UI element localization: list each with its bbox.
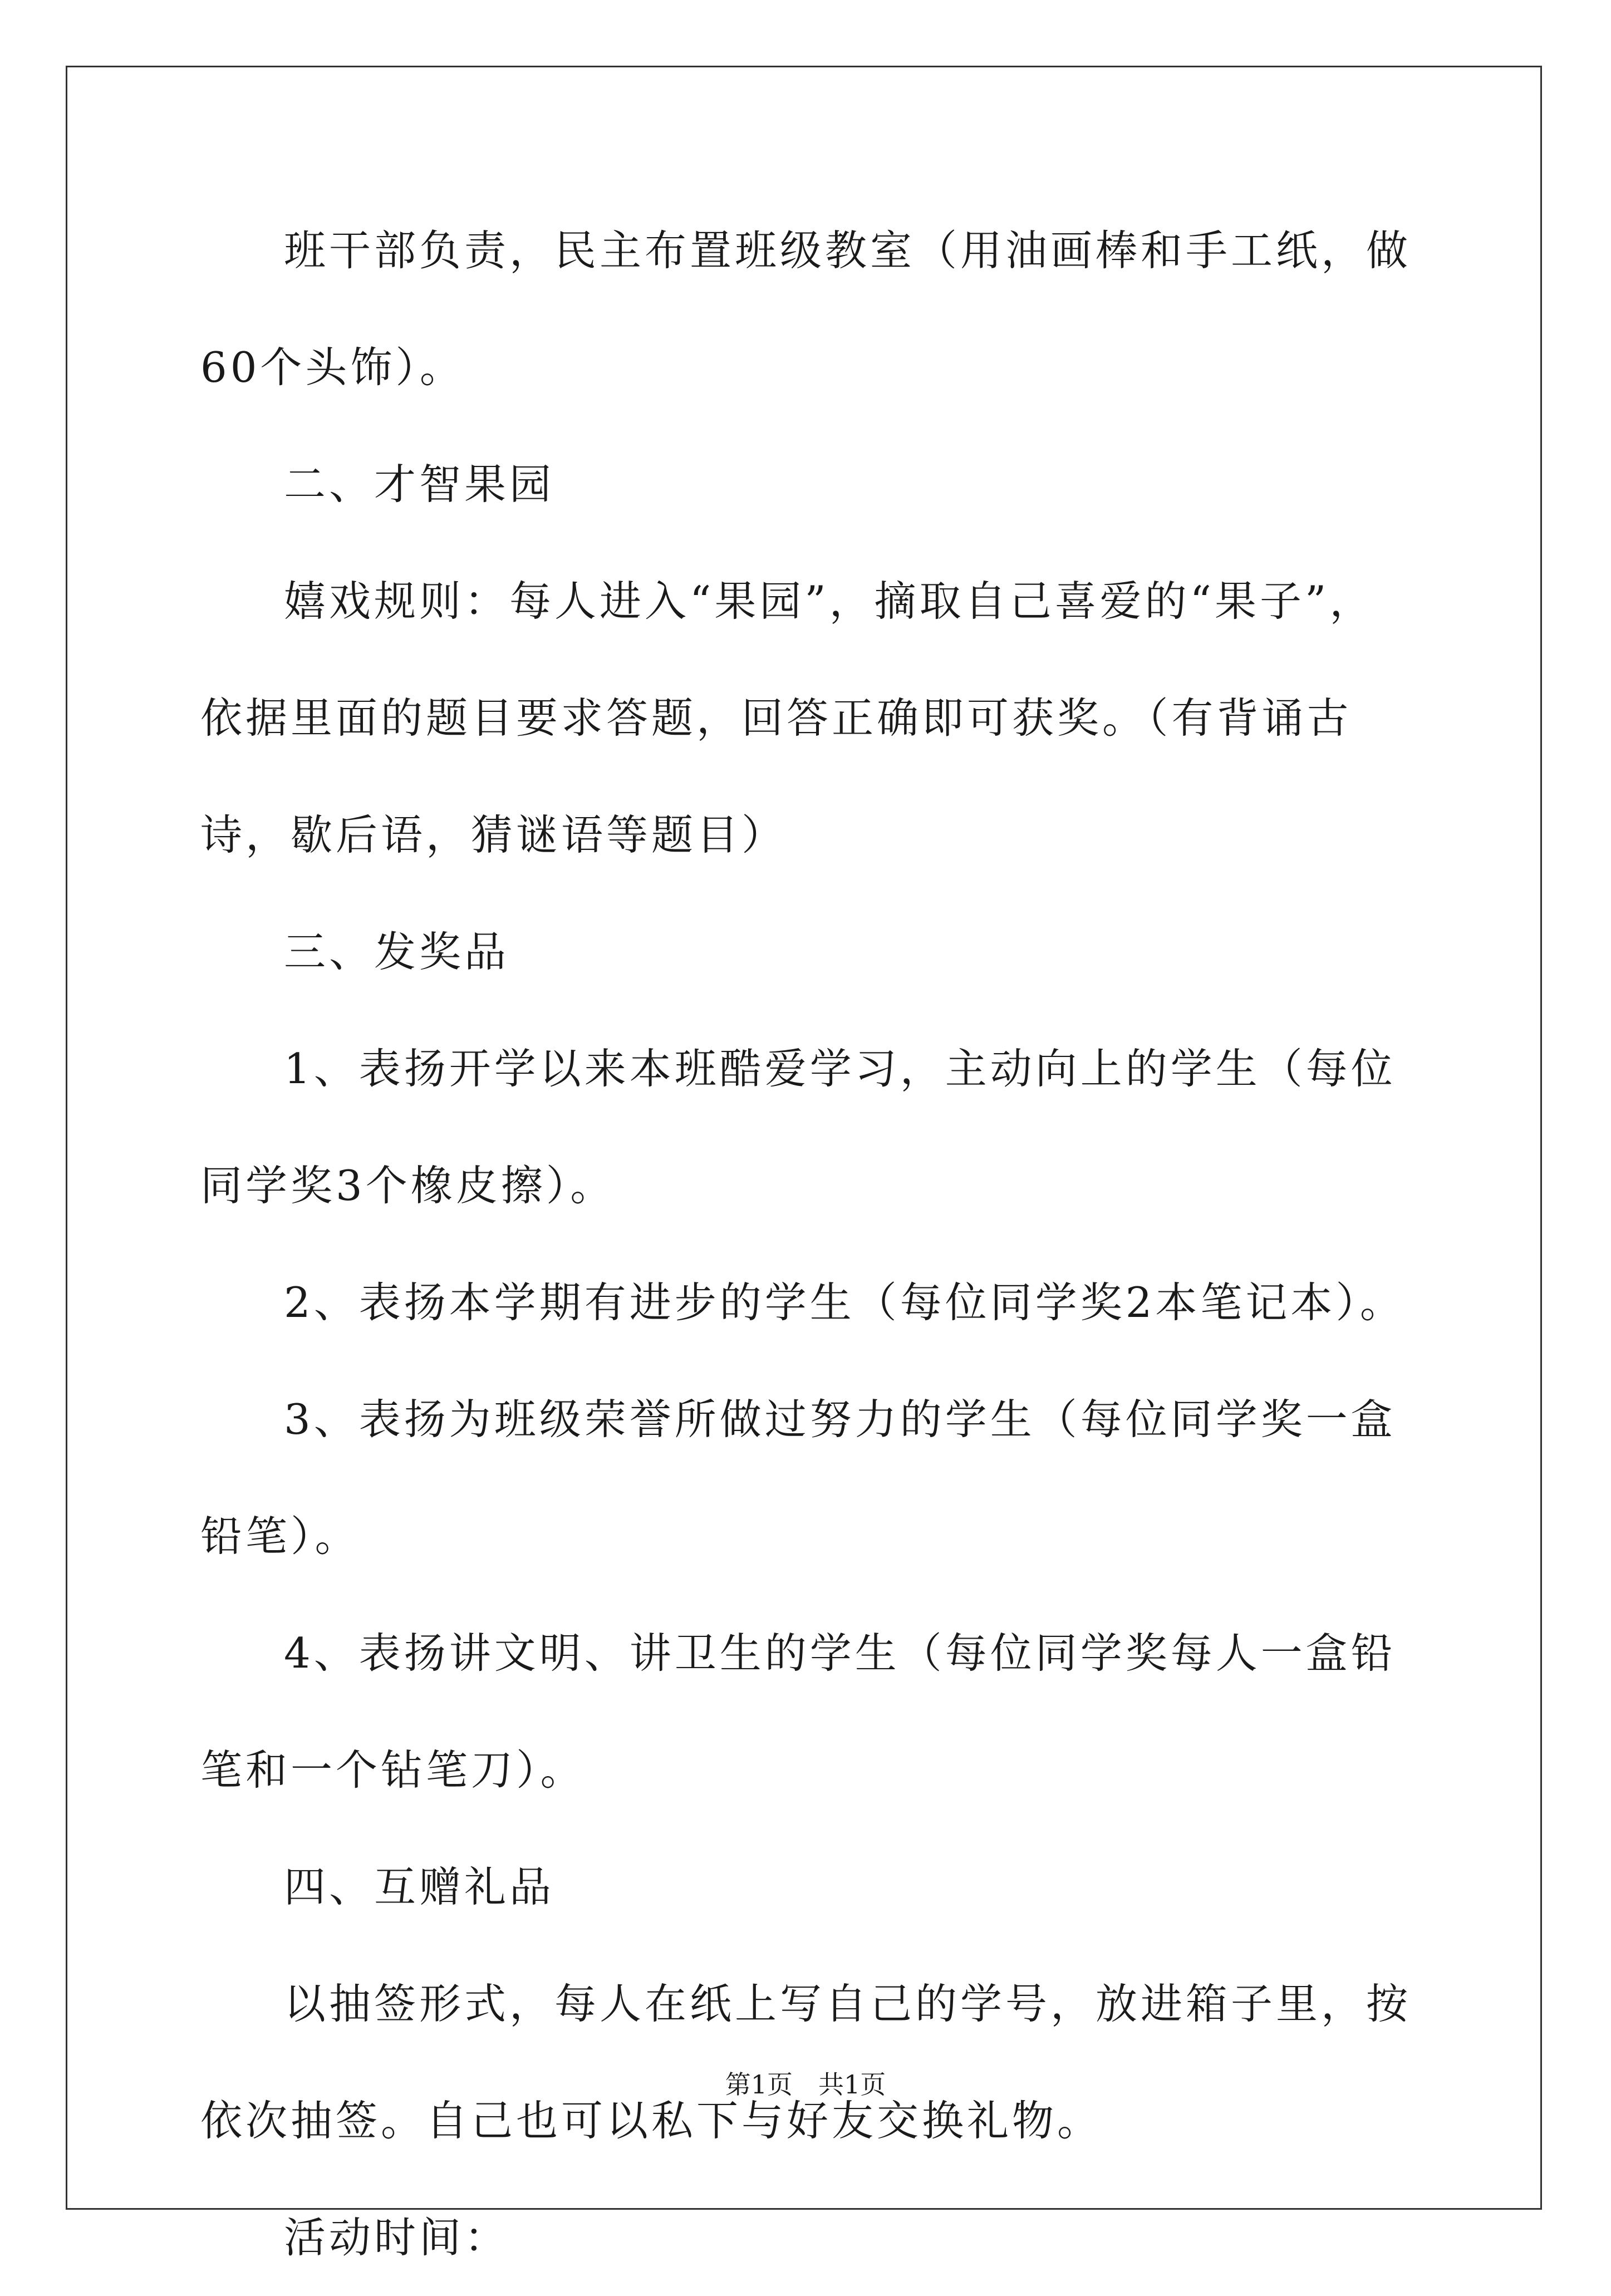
current-page-label: 第1页 [725,2069,793,2100]
heading-gift-exchange: 四、互赠礼品 [284,1862,555,1911]
paragraph-decoration: 班干部负责，民主布置班级教室（用油画棒和手工纸，做60个头饰）。 [200,226,1412,392]
page-footer [0,2068,1611,2101]
paragraph-award-3: 3、表扬为班级荣誉所做过努力的学生（每位同学奖一盒铅笔）。 [200,1395,1396,1561]
paragraph-gift-rules: 以抽签形式，每人在纸上写自己的学号，放进箱子里，按依次抽签。自己也可以私下与好友交换礼物。 [200,1979,1412,2145]
paragraph-award-1: 1、表扬开学以来本班酷爱学习，主动向上的学生（每位同学奖3个橡皮擦）。 [200,1044,1396,1210]
total-pages-label: 共1页 [818,2069,886,2100]
document-body [200,192,1420,2296]
heading-quiz-garden: 二、才智果园 [284,460,555,509]
heading-awards: 三、发奖品 [284,927,510,976]
paragraph-game-rules: 嬉戏规则：每人进入“果园”，摘取自己喜爱的“果子”，依据里面的题目要求答题，回答正确即可获奖。（有背诵古诗，歇后语，猜谜语等题目） [200,577,1375,859]
paragraph-award-4: 4、表扬讲文明、讲卫生的学生（每位同学奖每人一盒铅笔和一个钻笔刀）。 [200,1629,1396,1794]
paragraph-activity-time: 活动时间： [284,2213,510,2262]
paragraph-award-2: 2、表扬本学期有进步的学生（每位同学奖2本笔记本）。 [284,1278,1405,1327]
